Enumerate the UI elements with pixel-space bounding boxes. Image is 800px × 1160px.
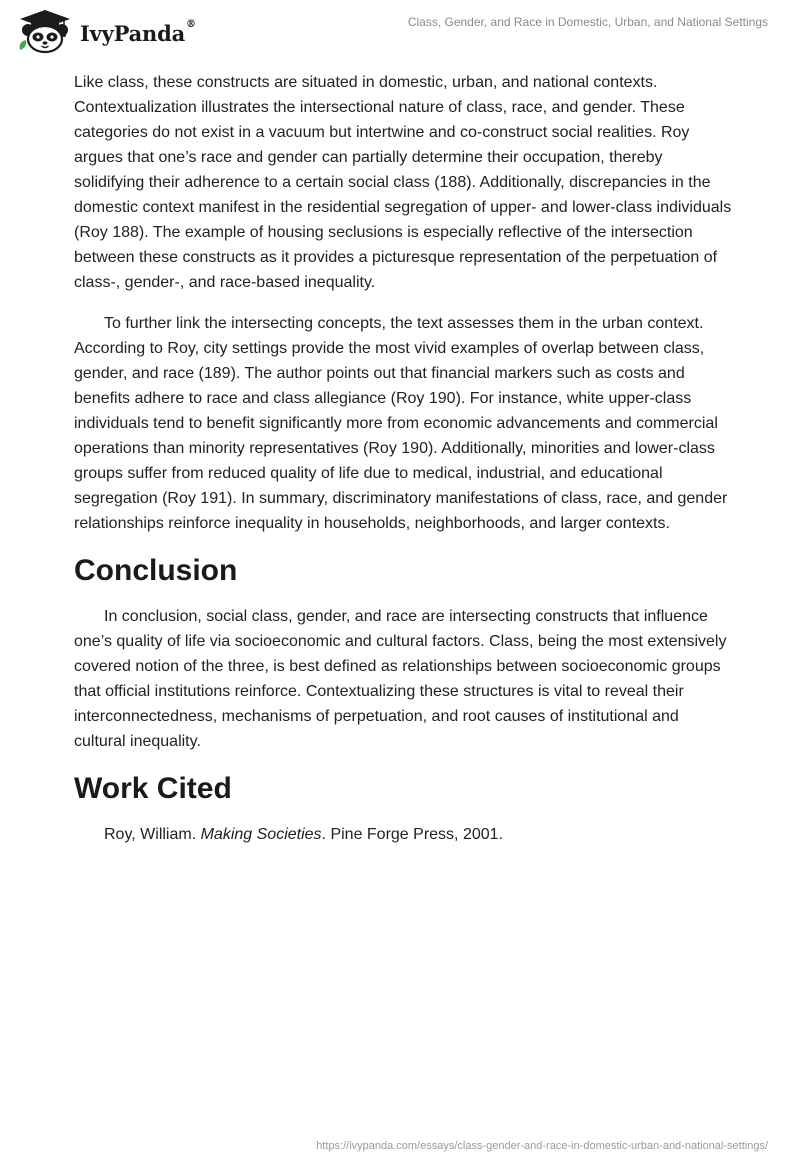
- citation-book-title: Making Societies: [200, 826, 322, 843]
- document-title: Class, Gender, and Race in Domestic, Urban, and National Settings: [407, 15, 768, 29]
- citation-author: Roy, William.: [104, 826, 201, 843]
- body-paragraph-1: Like class, these constructs are situated in domestic, urban, and national contexts. Contextualization illustrates the intersectional nature of class, race, and gender. These categories do not exist in a vacuum but intertwine and co-construct social realities. Roy argues that one’s race and gender can partially determine their occupation, thereby solidifying their adherence to a certain social class (188). Additionally, discrepancies in the domestic context manifest in the residential segregation of upper- and lower-class individuals (Roy 188). The example of housing seclusions is especially reflective of the intersection between these constructs as it provides a picturesque representation of the perpetuation of class-, gender-, and race-based inequality.: [74, 74, 732, 291]
- work-cited-heading: Work Cited: [74, 772, 232, 805]
- citation-publisher: . Pine Forge Press, 2001.: [321, 826, 503, 843]
- brand-name: IvyPanda®: [80, 18, 196, 46]
- page-header: [0, 0, 800, 60]
- brand-logo[interactable]: [14, 8, 196, 54]
- panda-graduate-icon: [14, 8, 76, 54]
- essay-content: [74, 70, 734, 847]
- body-paragraph-2: To further link the intersecting concepts, the text assesses them in the urban context. According to Roy, city settings provide the most vivid examples of overlap between class, gender, and race (189). The author points out that financial markers such as costs and benefits adhere to race and class allegiance (Roy 190). For instance, white upper-class individuals tend to benefit significantly more from economic advancements and commercial operations than minority representatives (Roy 190). Additionally, minorities and lower-class groups suffer from reduced quality of life due to medical, industrial, and educational segregation (Roy 191). In summary, discriminatory manifestations of class, race, and gender relationships reinforce inequality in households, neighborhoods, and larger contexts.: [74, 315, 728, 532]
- conclusion-heading: Conclusion: [74, 554, 238, 587]
- source-url-link[interactable]: https://ivypanda.com/essays/class-gender-and-race-in-domestic-urban-and-national-settings/: [316, 1140, 768, 1152]
- conclusion-paragraph: In conclusion, social class, gender, and race are intersecting constructs that influence one’s quality of life via socioeconomic and cultural factors. Class, being the most extensively covered notion of the three, is best defined as relationships between socioeconomic groups that official institutions reinforce. Contextualizing these structures is vital to reveal their interconnectedness, mechanisms of perpetuation, and root causes of institutional and cultural inequality.: [74, 608, 727, 750]
- citation-entry: [104, 822, 734, 847]
- registered-mark: ®: [186, 18, 196, 30]
